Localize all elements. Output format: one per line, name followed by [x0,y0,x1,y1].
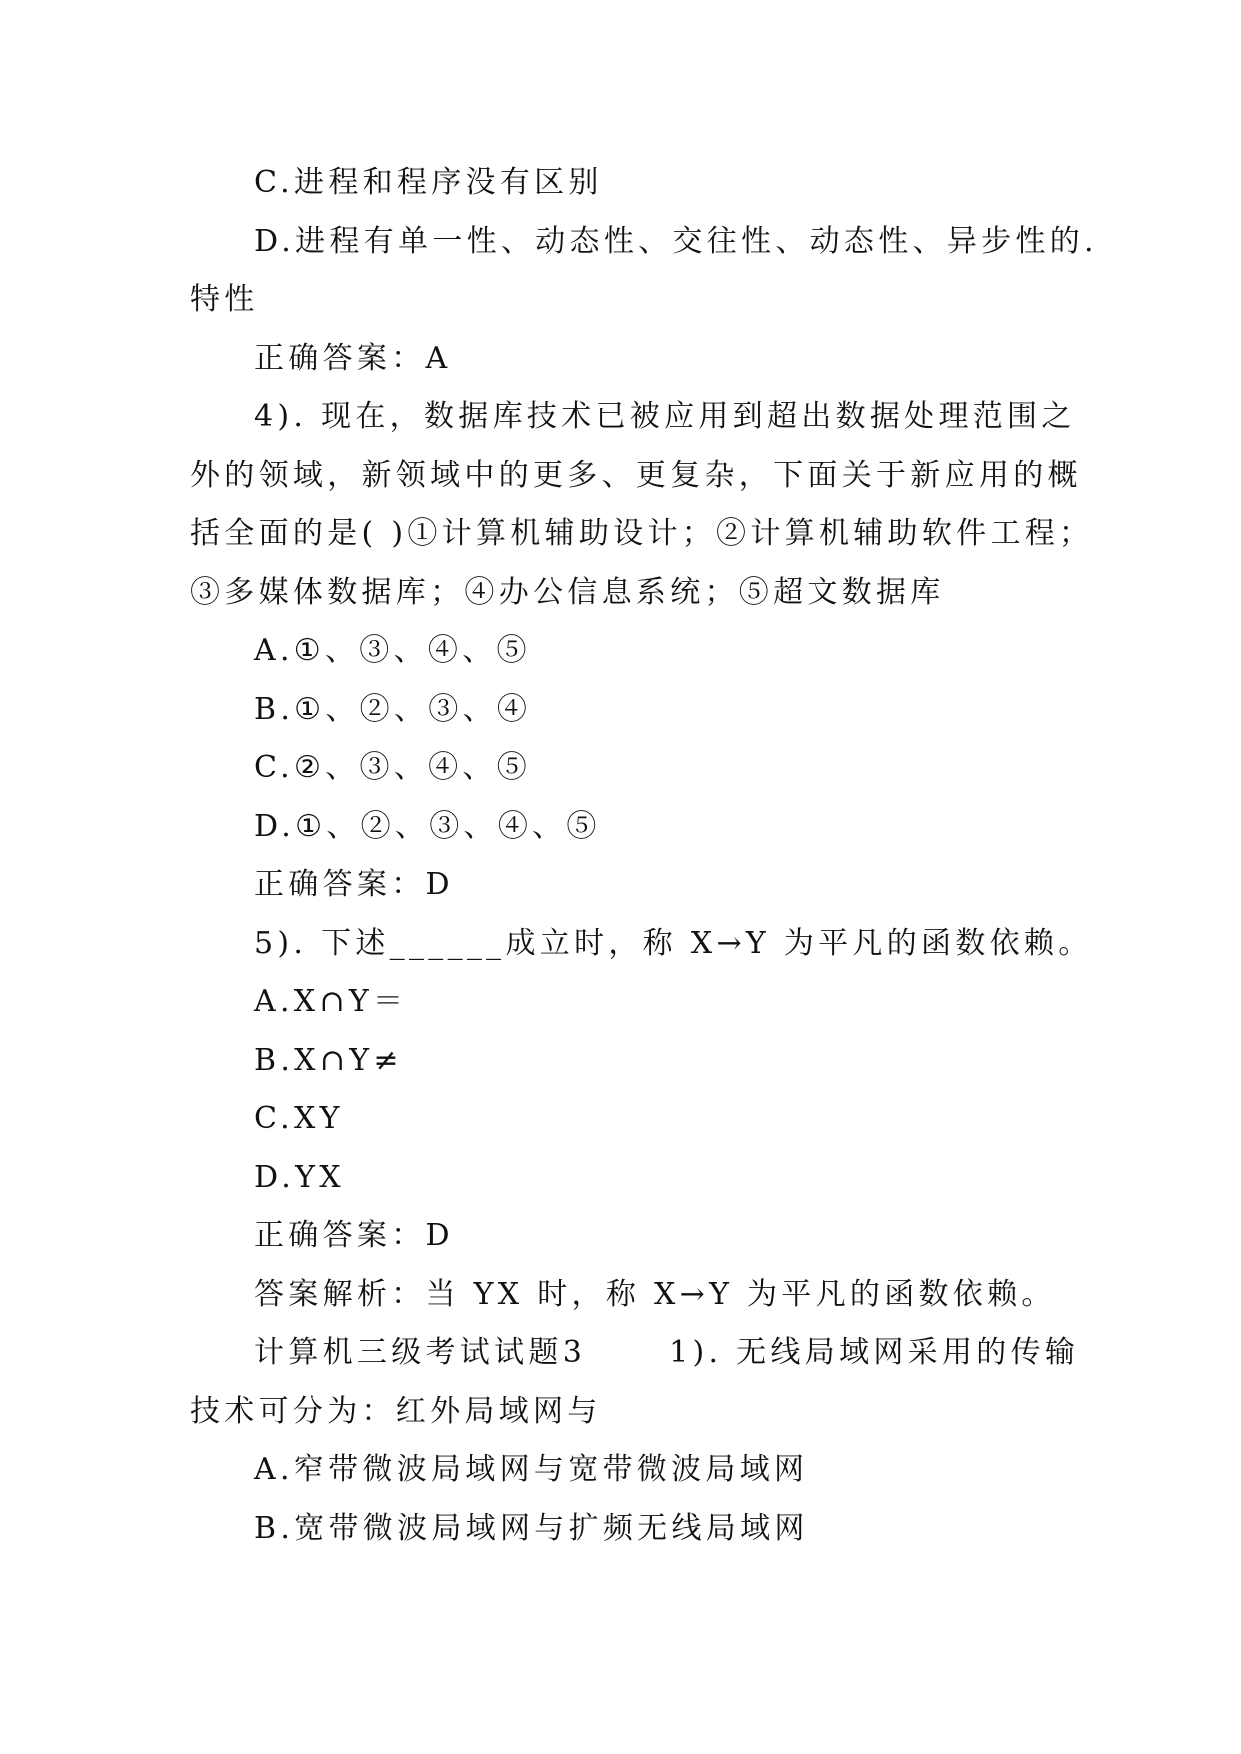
option-d-q4: D.①、②、③、④、⑤ [254,808,601,844]
answer-q3: 正确答案：A [254,340,452,376]
explanation-q5: 答案解析：当 YX 时，称 X→Y 为平凡的函数依赖。 [254,1276,1056,1312]
option-a-s3q1: A.窄带微波局域网与宽带微波局域网 [254,1452,809,1487]
option-d-q3-continued: 特性 [190,282,259,317]
option-a-q4: A.①、③、④、⑤ [254,633,531,668]
answer-q4: 正确答案：D [254,867,454,902]
section-3-question-1-line-2: 技术可分为：红外局域网与 [190,1393,602,1429]
option-c-q3: C.进程和程序没有区别 [254,165,603,200]
option-b-s3q1: B.宽带微波局域网与扩频无线局域网 [254,1510,809,1546]
option-d-q3: D.进程有单一性、动态性、交往性、动态性、异步性的. [254,223,1098,259]
question-4-line-4: ③多媒体数据库；④办公信息系统；⑤超文数据库 [190,574,945,610]
answer-q5: 正确答案：D [254,1218,454,1253]
question-4-line-1: 4). 现在，数据库技术已被应用到超出数据处理范围之 [254,399,1076,434]
option-c-q5: C.XY [254,1101,344,1136]
option-a-q5: A.X∩Y＝ [254,984,408,1019]
question-4-line-3: 括全面的是( )①计算机辅助设计；②计算机辅助软件工程； [190,516,1094,551]
question-5: 5). 下述______成立时，称 X→Y 为平凡的函数依赖。 [254,925,1093,961]
option-b-q4: B.①、②、③、④ [254,691,532,727]
option-b-q5: B.X∩Y≠ [254,1042,403,1078]
section-3-question-1-line-1: 计算机三级考试试题3 1). 无线局域网采用的传输 [254,1335,1080,1370]
option-d-q5: D.YX [254,1159,345,1195]
option-c-q4: C.②、③、④、⑤ [254,750,532,785]
question-4-line-2: 外的领域，新领域中的更多、更复杂，下面关于新应用的概 [190,457,1082,493]
